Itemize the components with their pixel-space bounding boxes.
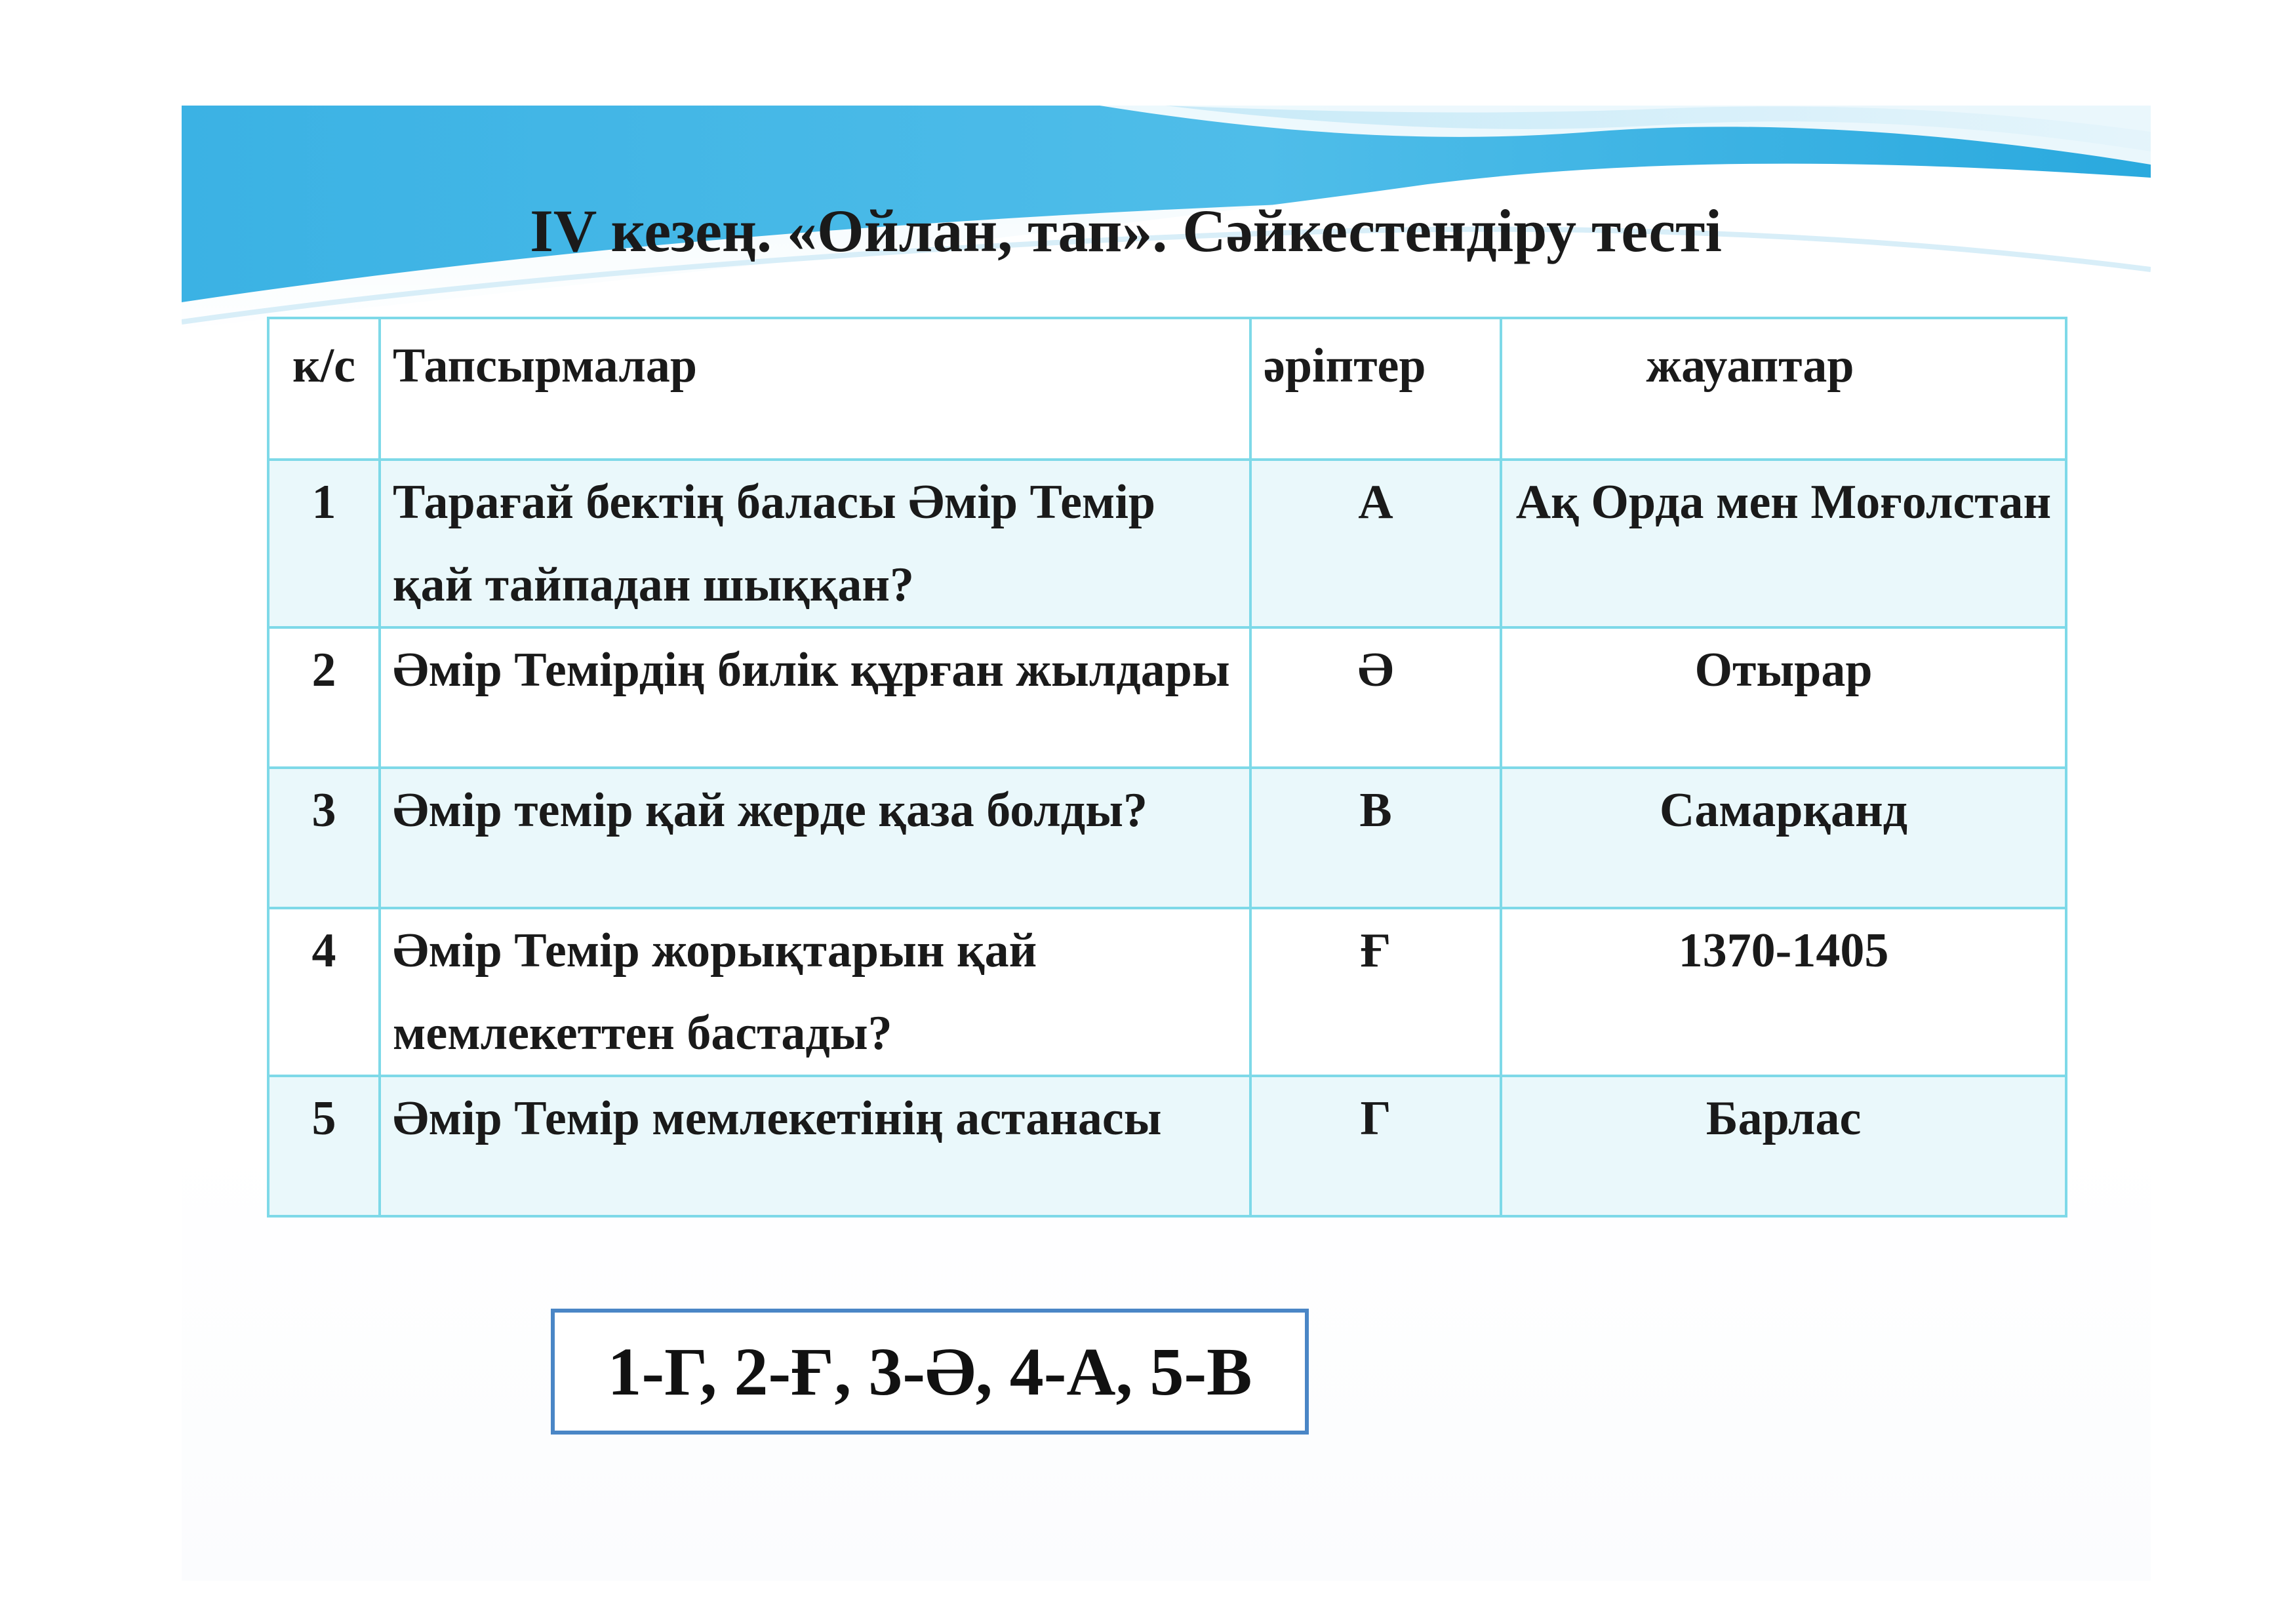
row-answer: Отырар — [1501, 627, 2066, 768]
answer-key-text: 1-Г, 2-Ғ, 3-Ә, 4-А, 5-В — [607, 1334, 1252, 1410]
row-num: 1 — [268, 460, 380, 627]
row-task: Әмір Темір мемлекетінің астанасы — [380, 1076, 1250, 1216]
table-row — [268, 908, 2066, 1076]
row-task: Әмір темір қай жерде қаза болды? — [380, 768, 1250, 908]
row-num: 2 — [268, 627, 380, 768]
table-row — [268, 1076, 2066, 1216]
table-row — [268, 627, 2066, 768]
header-letters: әріптер — [1250, 318, 1501, 460]
slide — [182, 106, 2151, 1581]
table-row — [268, 460, 2066, 627]
row-answer: 1370-1405 — [1501, 908, 2066, 1076]
header-num: к/с — [268, 318, 380, 460]
row-num: 4 — [268, 908, 380, 1076]
row-task: Тарағай бектің баласы Әмір Темір қай тайпадан шыққан? — [380, 460, 1250, 627]
row-letter: Ғ — [1250, 908, 1501, 1076]
row-answer: Самарқанд — [1501, 768, 2066, 908]
row-task: Әмір Темірдің билік құрған жылдары — [380, 627, 1250, 768]
row-num: 3 — [268, 768, 380, 908]
table-row — [268, 768, 2066, 908]
page-title: IV кезең. «Ойлан, тап». Сәйкестендіру тесті — [530, 197, 1722, 264]
row-letter: А — [1250, 460, 1501, 627]
row-answer: Ақ Орда мен Моғолстан — [1501, 460, 2066, 627]
row-letter: Г — [1250, 1076, 1501, 1216]
header-answers: жауаптар — [1501, 318, 2066, 460]
row-task: Әмір Темір жорықтарын қай мемлекеттен бастады? — [380, 908, 1250, 1076]
row-letter: В — [1250, 768, 1501, 908]
header-tasks: Тапсырмалар — [380, 318, 1250, 460]
row-letter: Ә — [1250, 627, 1501, 768]
matching-test-table — [267, 317, 2067, 1218]
answer-key-box — [551, 1309, 1309, 1435]
table-header-row — [268, 318, 2066, 460]
row-answer: Барлас — [1501, 1076, 2066, 1216]
row-num: 5 — [268, 1076, 380, 1216]
